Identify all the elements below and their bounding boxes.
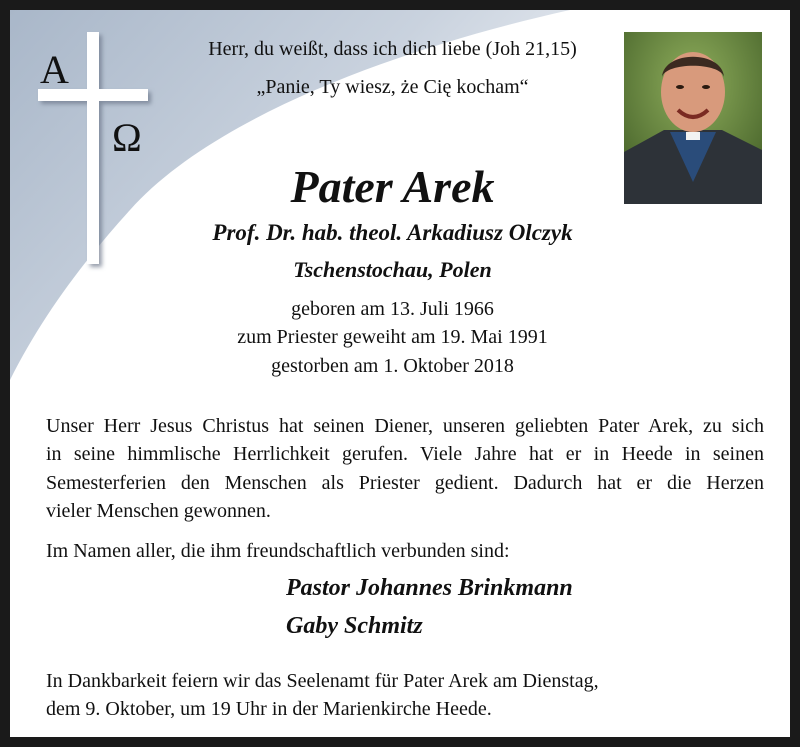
bible-verse-german: Herr, du weißt, dass ich dich liebe (Joh 21,15): [208, 38, 577, 60]
bible-verse-polish: „Panie, Ty wiesz, że Cię kocham“: [256, 76, 529, 98]
portrait-photo: [624, 32, 762, 204]
signatory-name: Gaby Schmitz: [286, 613, 423, 639]
ordination-date: zum Priester geweiht am 19. Mai 1991: [237, 326, 548, 348]
on-behalf-text: Im Namen aller, die ihm freundschaftlich verbunden sind:: [46, 540, 510, 562]
paragraph-line: Semesterferien den Menschen als Priester gedient. Dadurch hat er die Herzen: [46, 471, 764, 494]
death-date: gestorben am 1. Oktober 2018: [271, 355, 514, 377]
paragraph-line: in seine himmlische Herrlichkeit gerufen. Viele Jahre hat er in Heede in seinen: [46, 443, 764, 466]
deceased-origin: Tschenstochau, Polen: [293, 257, 492, 282]
deceased-name: Pater Arek: [290, 161, 495, 212]
signatory-name: Pastor Johannes Brinkmann: [286, 575, 573, 601]
paragraph-line: Unser Herr Jesus Christus hat seinen Diener, unseren geliebten Pater Arek, zu sich: [46, 415, 764, 437]
obituary-card: [10, 10, 790, 737]
memorial-service-text: [46, 667, 764, 724]
birth-date: geboren am 13. Juli 1966: [291, 298, 494, 320]
paragraph-line: dem 9. Oktober, um 19 Uhr in der Marienkirche Heede.: [46, 698, 492, 721]
deceased-full-title: Prof. Dr. hab. theol. Arkadiusz Olczyk: [212, 220, 573, 245]
paragraph-line: In Dankbarkeit feiern wir das Seelenamt für Pater Arek am Dienstag,: [46, 670, 599, 692]
obituary-paragraph: [46, 412, 764, 525]
omega-symbol: Ω: [112, 115, 142, 160]
alpha-symbol: A: [40, 47, 69, 92]
paragraph-line: vieler Menschen gewonnen.: [46, 499, 271, 522]
